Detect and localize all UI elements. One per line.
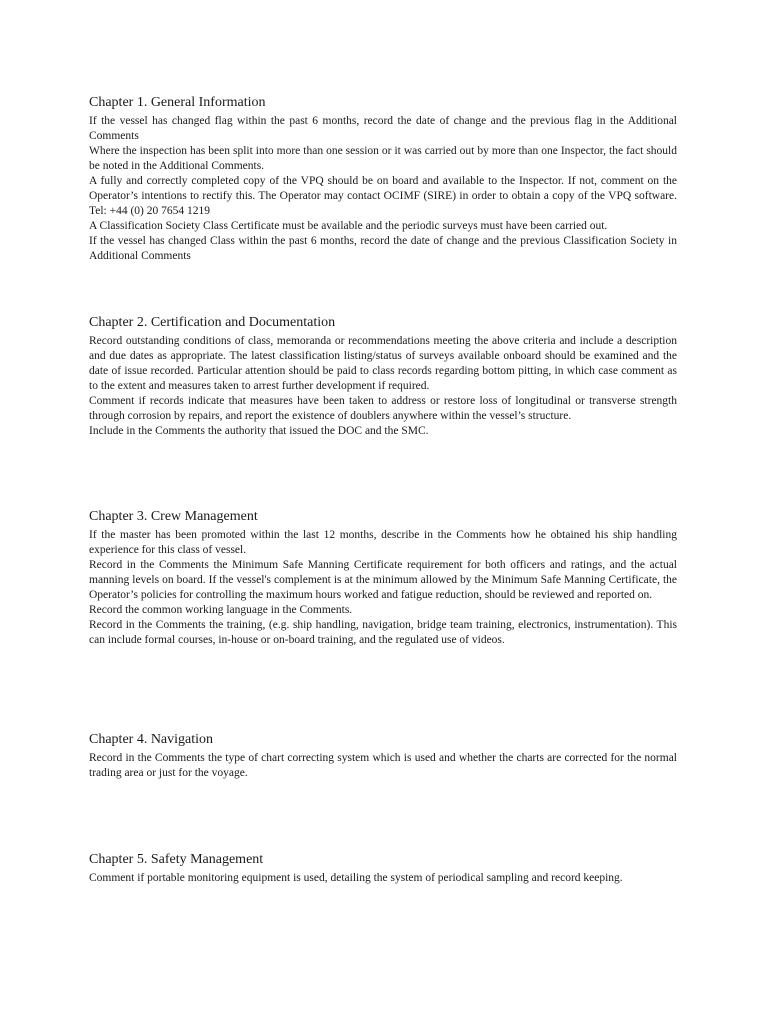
chapter-title: Chapter 4. Navigation [89,732,214,747]
chapter-2 [89,314,677,439]
chapter-1 [89,94,677,264]
paragraph: Record in the Comments the training, (e.g. ship handling, navigation, bridge team training, electronics, instrumentation). This can include formal courses, in-house or on-board training, and the regulated use of videos. [89,619,677,646]
paragraph: A Classification Society Class Certificate must be available and the periodic surveys must have been carried out. [89,220,608,232]
paragraph: If the vessel has changed Class within the past 6 months, record the date of change and the previous Classification Society in Additional Comments [89,235,677,262]
paragraph: If the vessel has changed flag within the past 6 months, record the date of change and the previous flag in the Additional Comments [89,115,677,142]
paragraph: Record in the Comments the type of chart correcting system which is used and whether the charts are corrected for the normal trading area or just for the voyage. [89,752,677,779]
paragraph: Where the inspection has been split into more than one session or it was carried out by more than one Inspector, the fact should be noted in the Additional Comments. [89,145,677,172]
chapter-5 [89,851,677,886]
chapter-title: Chapter 2. Certification and Documentation [89,315,336,330]
paragraph: Record the common working language in the Comments. [89,604,353,616]
paragraph: If the master has been promoted within the last 12 months, describe in the Comments how he obtained his ship handling experience for this class of vessel. [89,529,677,556]
paragraph: Record in the Comments the Minimum Safe Manning Certificate requirement for both officers and ratings, and the actual manning levels on board. If the vessel's complement is at the minimum allowed by the Minimum Safe Manning Certificate, the Operator’s policies for controlling the maximum hours worked and fatigue reduction, should be reviewed and reported on. [89,559,677,601]
chapter-4 [89,731,677,781]
paragraph: A fully and correctly completed copy of the VPQ should be on board and available to the Inspector. If not, comment on the Operator’s intentions to rectify this. The Operator may contact OCIMF (SIRE) in order to obtain a copy of the VPQ software. Tel: +44 (0) 20 7654 1219 [89,175,677,217]
chapter-3 [89,508,677,648]
paragraph: Record outstanding conditions of class, memoranda or recommendations meeting the above criteria and include a description and due dates as appropriate. The latest classification listing/status of surveys available onboard should be examined and the date of issue recorded. Particular attention should be paid to class records regarding bottom pitting, in which case comment as to the extent and measures taken to arrest further development if required. [89,335,677,392]
paragraph: Comment if portable monitoring equipment is used, detailing the system of periodical sampling and record keeping. [89,872,623,884]
chapter-title: Chapter 3. Crew Management [89,509,258,524]
paragraph: Comment if records indicate that measures have been taken to address or restore loss of longitudinal or transverse strength through corrosion by repairs, and report the existence of doublers anywhere within the vessel’s structure. [89,395,677,422]
chapter-title: Chapter 5. Safety Management [89,852,264,867]
chapter-title: Chapter 1. General Information [89,95,266,110]
paragraph: Include in the Comments the authority that issued the DOC and the SMC. [89,425,429,437]
